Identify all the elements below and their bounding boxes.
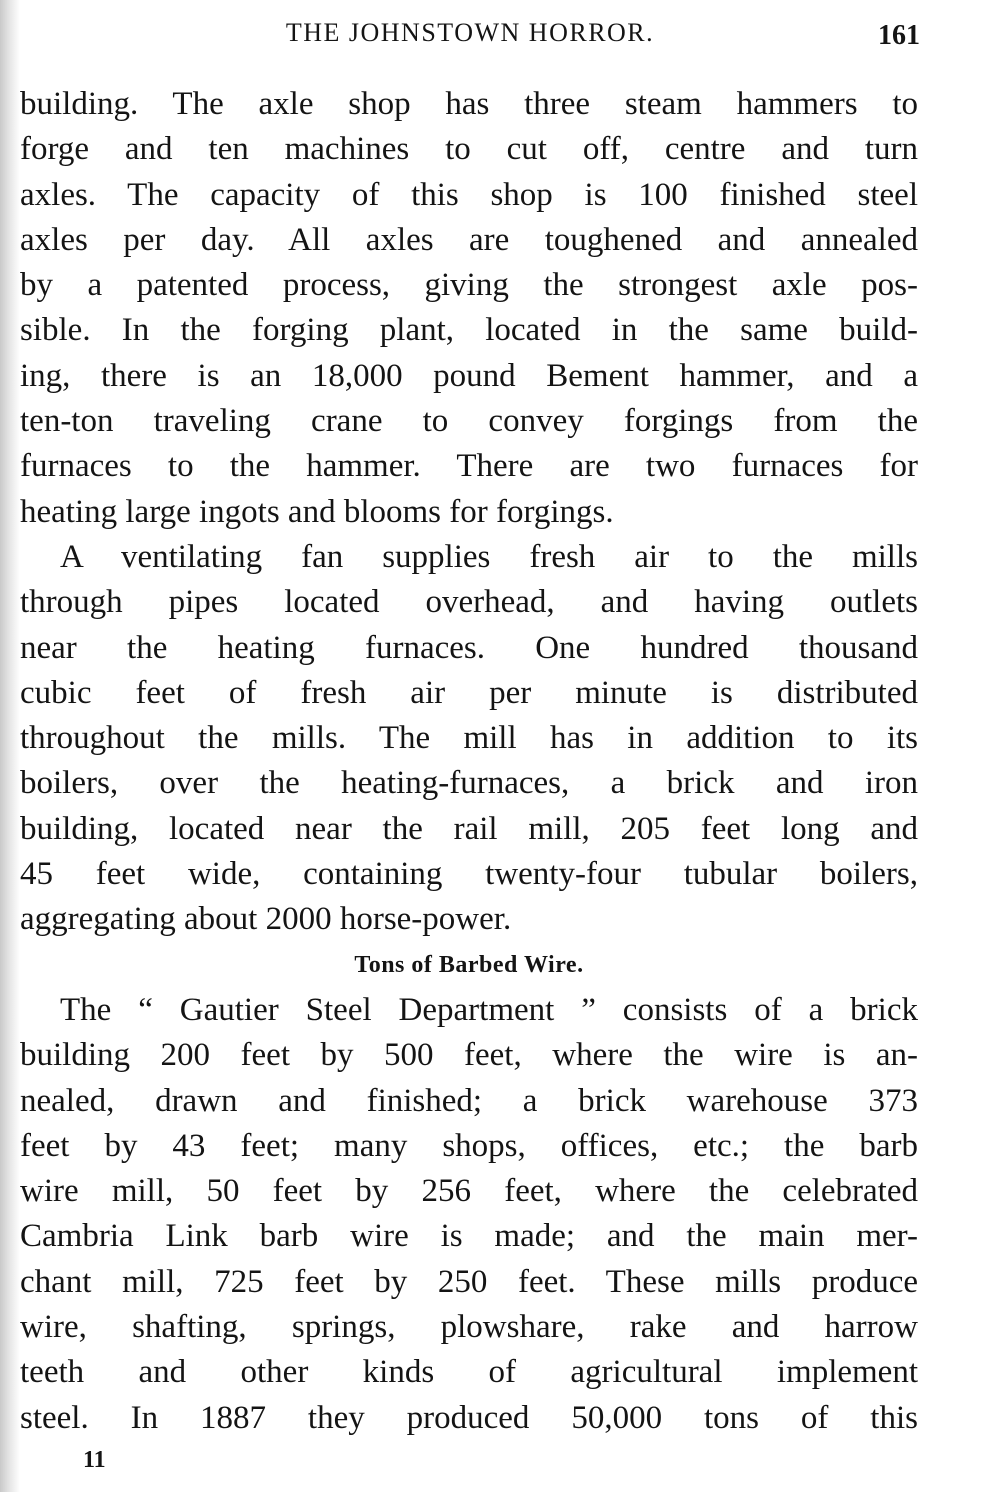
page-header bbox=[20, 14, 920, 58]
text-line: aggregating about 2000 horse-power. bbox=[20, 901, 512, 938]
paragraph-ventilation bbox=[20, 535, 918, 943]
text-line: ing, there is an 18,000 pound Bement hammer, and a bbox=[20, 357, 918, 394]
text-line: building, located near the rail mill, 205 feet long and bbox=[20, 810, 918, 847]
text-line: axles. The capacity of this shop is 100 finished steel bbox=[20, 176, 918, 213]
text-line: boilers, over the heating-furnaces, a brick and iron bbox=[20, 765, 918, 802]
paragraph-axle-shop bbox=[20, 82, 918, 535]
text-line: 45 feet wide, containing twenty-four tubular boilers, bbox=[20, 856, 918, 893]
text-line: by a patented process, giving the strongest axle pos- bbox=[20, 267, 918, 304]
text-line: wire, shafting, springs, plowshare, rake and harrow bbox=[20, 1309, 918, 1346]
text-line: forge and ten machines to cut off, centre and turn bbox=[20, 131, 918, 168]
text-line: A ventilating fan supplies fresh air to the mills bbox=[60, 538, 918, 575]
text-line: nealed, drawn and finished; a brick warehouse 373 bbox=[20, 1082, 918, 1119]
text-line: building 200 feet by 500 feet, where the wire is an- bbox=[20, 1037, 918, 1074]
text-line: sible. In the forging plant, located in the same build- bbox=[20, 312, 918, 349]
text-line: near the heating furnaces. One hundred thousand bbox=[20, 629, 918, 666]
text-line: heating large ingots and blooms for forgings. bbox=[20, 493, 614, 530]
text-line: steel. In 1887 they produced 50,000 tons of this bbox=[20, 1399, 918, 1436]
text-line: building. The axle shop has three steam hammers to bbox=[20, 86, 918, 122]
text-line: wire mill, 50 feet by 256 feet, where the celebrated bbox=[20, 1173, 918, 1210]
page-number: 161 bbox=[878, 20, 920, 51]
text-line: cubic feet of fresh air per minute is distributed bbox=[20, 674, 918, 711]
text-line: through pipes located overhead, and having outlets bbox=[20, 584, 918, 621]
text-line: Cambria Link barb wire is made; and the main mer- bbox=[20, 1218, 918, 1255]
signature-mark: 11 bbox=[83, 1447, 106, 1473]
text-line: furnaces to the hammer. There are two furnaces for bbox=[20, 448, 918, 485]
paragraph-gautier-steel bbox=[20, 988, 918, 1441]
text-line: feet by 43 feet; many shops, offices, etc.; the barb bbox=[20, 1127, 918, 1164]
section-heading: Tons of Barbed Wire. bbox=[354, 951, 584, 978]
running-title: THE JOHNSTOWN HORROR. bbox=[285, 18, 655, 47]
text-line: chant mill, 725 feet by 250 feet. These mills produce bbox=[20, 1263, 918, 1300]
text-line: teeth and other kinds of agricultural implement bbox=[20, 1354, 918, 1391]
page-gutter-shadow bbox=[0, 0, 20, 1492]
text-line: ten-ton traveling crane to convey forgings from the bbox=[20, 403, 918, 440]
text-line: The “ Gautier Steel Department ” consists of a brick bbox=[60, 991, 918, 1028]
text-line: axles per day. All axles are toughened and annealed bbox=[20, 221, 918, 258]
body-text bbox=[20, 82, 918, 1441]
text-line: throughout the mills. The mill has in addition to its bbox=[20, 720, 918, 757]
